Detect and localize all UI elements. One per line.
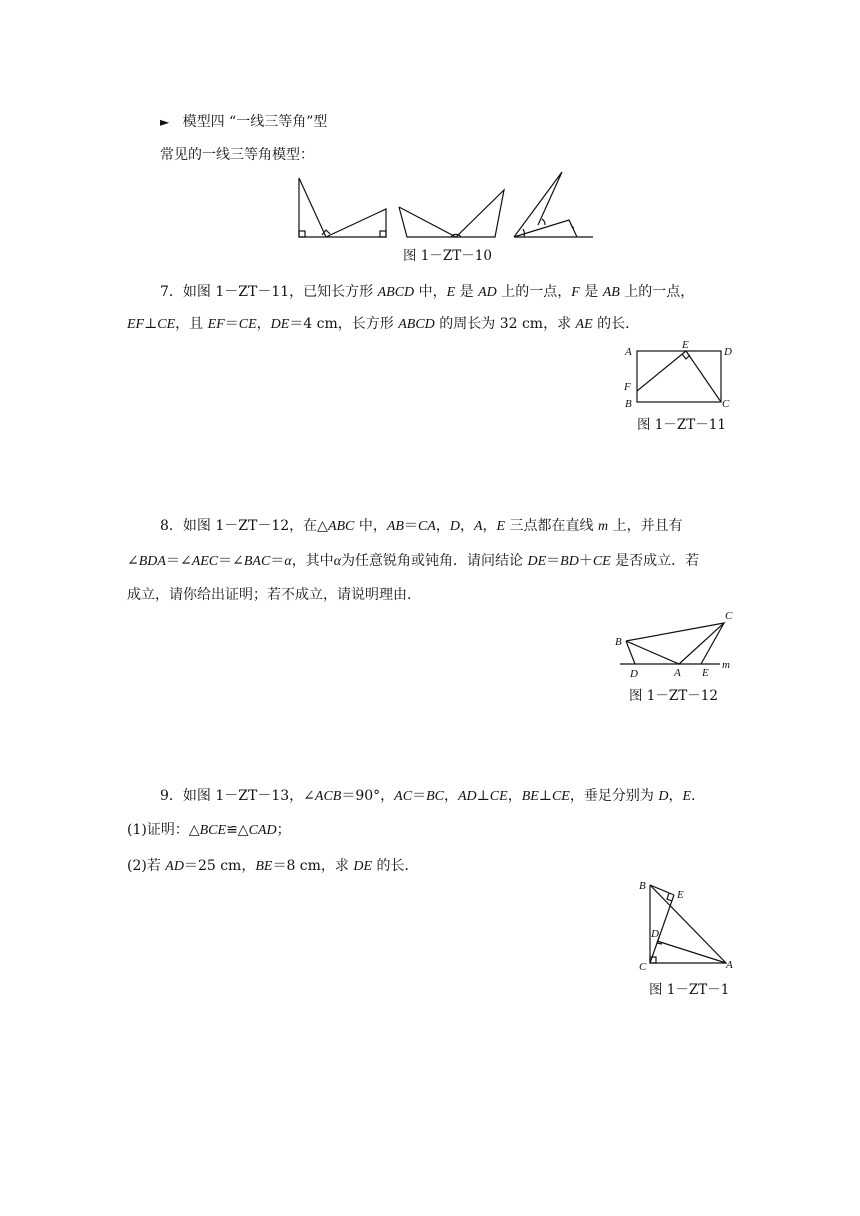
fig13-label-b: B xyxy=(639,880,646,892)
q9-line-1: 9．如图 1－ZT－13，∠ACB＝90°，AC＝BC，AD⊥CE，BE⊥CE，垂足分别为 D，E. xyxy=(160,788,696,804)
fig12-label-e: E xyxy=(702,667,709,679)
fig11-label-f: F xyxy=(624,381,631,393)
fig10-model1-shape xyxy=(299,178,386,237)
fig12-label-m: m xyxy=(722,659,730,671)
fig12-label-d: D xyxy=(630,668,638,680)
fig13-label-d: D xyxy=(651,928,659,940)
figure-1-zt-12-caption: 图 1－ZT－12 xyxy=(629,688,718,704)
section-heading xyxy=(160,112,327,132)
fig11-label-b: B xyxy=(625,398,632,410)
triangle-bullet-icon: ► xyxy=(160,115,170,129)
fig13-label-c: C xyxy=(639,961,647,973)
q9-part-2: (2)若 AD＝25 cm，BE＝8 cm，求 DE 的长． xyxy=(127,858,419,874)
fig12-label-c: C xyxy=(725,610,733,622)
figure-1-zt-13 xyxy=(630,876,750,976)
fig10-model2-shape xyxy=(399,190,504,237)
figure-1-zt-13-caption: 图 1－ZT－1 xyxy=(649,982,730,998)
q8-line-2: ∠BDA＝∠AEC＝∠BAC＝α，其中α为任意锐角或钝角．请问结论 DE＝BD＋CE 是否成立．若 xyxy=(127,553,700,569)
fig12-label-a: A xyxy=(674,667,681,679)
fig12-triangle xyxy=(626,623,724,664)
fig11-label-a: A xyxy=(625,346,632,358)
figure-1-zt-12 xyxy=(612,608,742,678)
figure-1-zt-10-caption: 图 1－ZT－10 xyxy=(403,248,492,264)
q9-part-1: (1)证明：△BCE≌△CAD； xyxy=(127,822,291,838)
figure-1-zt-10 xyxy=(296,172,596,242)
q8-line-3: 成立，请你给出证明；若不成立，请说明理由． xyxy=(127,587,421,603)
fig11-label-c: C xyxy=(722,398,730,410)
section-intro: 常见的一线三等角模型： xyxy=(160,147,314,163)
fig13-label-a: A xyxy=(726,959,733,971)
fig13-label-e: E xyxy=(677,889,684,901)
fig11-rectangle xyxy=(637,351,721,402)
section-title: 模型四 “一线三等角”型 xyxy=(182,114,328,130)
fig11-label-e: E xyxy=(682,339,689,351)
q8-line-1: 8．如图 1－ZT－12，在△ABC 中，AB＝CA，D，A，E 三点都在直线 m 上，并且有 xyxy=(160,518,683,534)
figure-1-zt-11-caption: 图 1－ZT－11 xyxy=(637,417,726,433)
figure-1-zt-11 xyxy=(620,340,750,410)
fig12-label-b: B xyxy=(615,636,622,648)
q7-line-2: EF⊥CE，且 EF＝CE，DE＝4 cm，长方形 ABCD 的周长为 32 cm，求 AE 的长． xyxy=(127,316,640,332)
fig11-label-d: D xyxy=(724,346,732,358)
q7-line-1: 7．如图 1－ZT－11，已知长方形 ABCD 中，E 是 AD 上的一点，F 是 AB 上的一点， xyxy=(160,284,695,300)
